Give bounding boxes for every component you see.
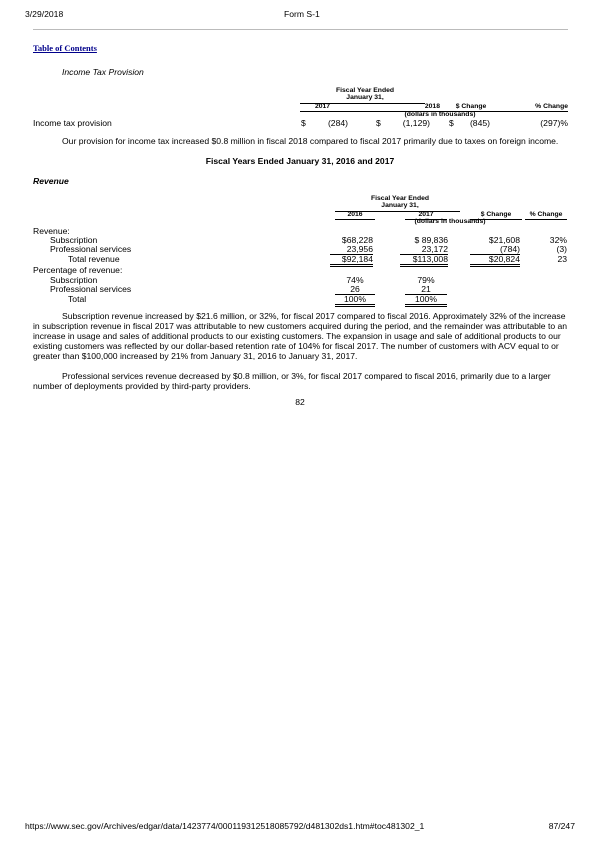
cell-c4: 32% bbox=[549, 235, 567, 245]
row-label: Subscription bbox=[50, 235, 98, 245]
cell-c1: 23,956 bbox=[330, 244, 373, 255]
tax-paragraph: Our provision for income tax increased $0.8 million in fiscal 2018 compared to fiscal 2017 primarily due to taxes on foreign income. bbox=[62, 136, 559, 146]
tax-group-sub: January 31, bbox=[346, 94, 384, 101]
cell-c1: 74% bbox=[346, 275, 364, 285]
tax-group-header: Fiscal Year Ended bbox=[335, 87, 395, 94]
cell-c3: $21,608 bbox=[488, 235, 520, 245]
cell-c3: $20,824 bbox=[470, 254, 520, 267]
cell-c4: (3) bbox=[556, 244, 567, 254]
tax-col-pct: % Change bbox=[502, 103, 568, 112]
rev-group-sub: January 31, bbox=[381, 202, 419, 209]
rev-col-2017: 2017 bbox=[405, 211, 447, 220]
cell-c2: 100% bbox=[405, 294, 447, 307]
cell-c2: 21 bbox=[405, 284, 447, 295]
header-divider bbox=[33, 29, 568, 30]
income-tax-title: Income Tax Provision bbox=[62, 67, 144, 77]
row-label: Total revenue bbox=[68, 254, 120, 264]
currency: $ bbox=[301, 118, 306, 128]
revenue-title: Revenue bbox=[33, 176, 69, 186]
print-date: 3/29/2018 bbox=[25, 9, 64, 19]
row-label: Revenue: bbox=[33, 226, 70, 236]
table-of-contents-link[interactable]: Table of Contents bbox=[33, 43, 97, 53]
row-label: Income tax provision bbox=[33, 118, 112, 128]
row-label: Professional services bbox=[50, 284, 132, 294]
page-number: 82 bbox=[295, 397, 305, 407]
row-label: Total bbox=[68, 294, 87, 304]
services-paragraph: Professional services revenue decreased by $0.8 million, or 3%, for fiscal 2017 compared to fiscal 2016, primarily due to a larger number of deployments provided by third-party providers. bbox=[33, 371, 551, 391]
cell-c2: $ 89,836 bbox=[414, 235, 448, 245]
row-label: Professional services bbox=[50, 244, 132, 254]
value-pct: (297)% bbox=[540, 118, 568, 128]
tax-col-2018: 2018 bbox=[345, 103, 440, 112]
cell-c2: 79% bbox=[417, 275, 435, 285]
currency: $ bbox=[449, 118, 454, 128]
form-title: Form S-1 bbox=[284, 9, 320, 19]
rev-col-pct: % Change bbox=[525, 211, 567, 220]
currency: $ bbox=[376, 118, 381, 128]
tax-col-change: $ Change bbox=[440, 103, 502, 112]
cell-c1: 100% bbox=[335, 294, 375, 307]
cell-c3: (784) bbox=[470, 244, 520, 255]
footer-page-count: 87/247 bbox=[548, 821, 575, 831]
cell-c1: 26 bbox=[335, 284, 375, 295]
rev-col-2016: 2016 bbox=[335, 211, 375, 220]
row-label: Percentage of revenue: bbox=[33, 265, 123, 275]
rev-units: (dollars in thousands) bbox=[414, 218, 486, 225]
value-2018: (1,129) bbox=[402, 118, 430, 128]
value-2017: (284) bbox=[327, 118, 348, 128]
cell-c1: $92,184 bbox=[330, 254, 373, 267]
tax-col-2017: 2017 bbox=[300, 103, 345, 112]
rev-col-change: $ Change bbox=[470, 211, 522, 220]
row-label: Subscription bbox=[50, 275, 98, 285]
cell-c4: 23 bbox=[557, 254, 567, 264]
section-heading: Fiscal Years Ended January 31, 2016 and 2017 bbox=[205, 156, 395, 166]
tax-units: (dollars in thousands) bbox=[404, 111, 476, 118]
rev-group-header: Fiscal Year Ended bbox=[370, 195, 430, 202]
cell-c2: $113,008 bbox=[400, 254, 448, 267]
footer-url[interactable]: https://www.sec.gov/Archives/edgar/data/1423774/000119312518085792/d481302ds1.htm#toc481302_1 bbox=[25, 821, 425, 831]
value-change: (845) bbox=[469, 118, 490, 128]
cell-c1: $68,228 bbox=[341, 235, 373, 245]
cell-c2: 23,172 bbox=[400, 244, 448, 255]
subscription-paragraph: Subscription revenue increased by $21.6 million, or 32%, for fiscal 2017 compared to fiscal 2016. Approximately 32% of the increase in subscription revenue in fiscal 2017 was attributable to new customers acquired during the period, and the remainder was attributable to an increase in usage and sales of additional products to our existing customers. The expansion in usage and sale of additional products to our existing customers was reflected by our dollar-based retention rate of 104% for fiscal 2017. The number of customers with ACV equal to or greater than $100,000 increased by 21% from January 31, 2016 to January 31, 2017. bbox=[33, 311, 568, 361]
